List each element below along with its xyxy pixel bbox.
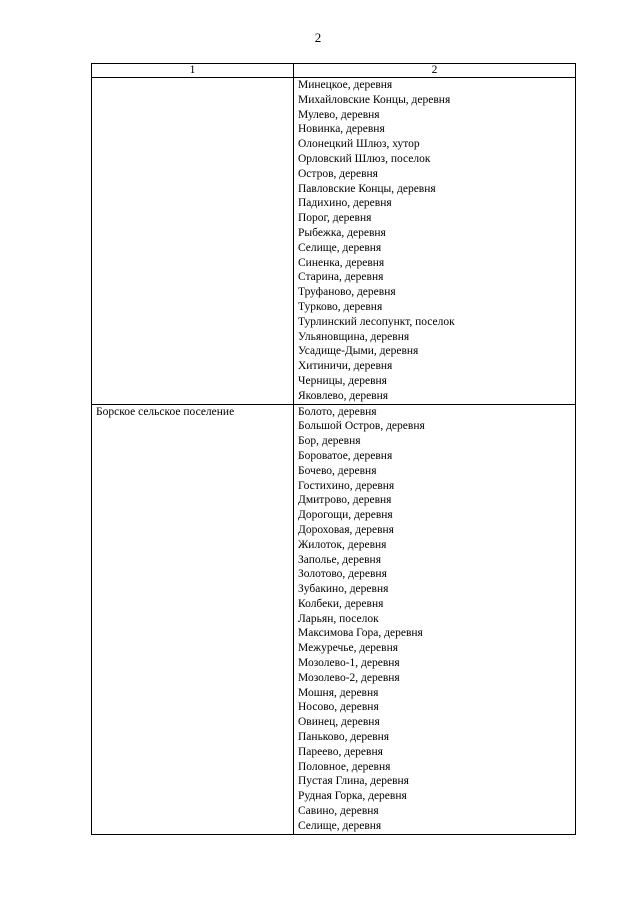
locality-item: Турлинский лесопункт, поселок [298, 315, 455, 328]
locality-item: Жилоток, деревня [298, 538, 387, 551]
locality-item: Рудная Горка, деревня [298, 790, 407, 803]
locality-item: Михайловские Концы, деревня [298, 93, 451, 106]
locality-item: Порог, деревня [298, 212, 372, 225]
table-row [92, 78, 576, 405]
locality-item: Селище, деревня [298, 819, 382, 832]
locality-item: Остров, деревня [298, 167, 378, 180]
locality-item: Мошня, деревня [298, 686, 379, 699]
locality-item: Новинка, деревня [298, 123, 385, 136]
locality-item: Олонецкий Шлюз, хутор [298, 138, 420, 151]
locality-item: Паньково, деревня [298, 731, 390, 744]
table-header-row [92, 64, 576, 78]
locality-item: Усадище-Дыми, деревня [298, 345, 419, 358]
locality-item: Гостихино, деревня [298, 479, 395, 492]
locality-item: Савино, деревня [298, 805, 379, 818]
locality-item: Яковлево, деревня [298, 389, 389, 402]
locality-item: Зубакино, деревня [298, 583, 389, 596]
locality-item: Носово, деревня [298, 701, 379, 714]
locality-item: Максимова Гора, деревня [298, 627, 423, 640]
settlement-cell [92, 404, 294, 834]
locality-item: Мозолево-2, деревня [298, 671, 400, 684]
locality-item: Орловский Шлюз, поселок [298, 152, 431, 165]
locality-item: Золотово, деревня [298, 568, 387, 581]
localities-cell [294, 78, 576, 405]
locality-item: Половное, деревня [298, 760, 391, 773]
localities-list [294, 405, 575, 834]
settlement-cell [92, 78, 294, 405]
locality-item: Большой Остров, деревня [298, 420, 425, 433]
settlement-name: Борское сельское поселение [96, 405, 235, 418]
locality-item: Ларьян, поселок [298, 612, 379, 625]
locality-item: Овинец, деревня [298, 716, 380, 729]
locality-item: Пареево, деревня [298, 745, 383, 758]
column-header-1: 1 [92, 64, 294, 78]
locality-item: Селище, деревня [298, 241, 382, 254]
locality-item: Бор, деревня [298, 435, 361, 448]
locality-item: Падихино, деревня [298, 197, 392, 210]
column-header-2: 2 [294, 64, 576, 78]
localities-cell [294, 404, 576, 834]
locality-item: Турково, деревня [298, 300, 383, 313]
locality-item: Бочево, деревня [298, 464, 377, 477]
locality-item: Старина, деревня [298, 271, 384, 284]
settlements-table [91, 63, 576, 835]
locality-item: Дмитрово, деревня [298, 494, 392, 507]
table-row [92, 404, 576, 834]
locality-item: Труфаново, деревня [298, 286, 396, 299]
locality-item: Синенка, деревня [298, 256, 385, 269]
locality-item: Минецкое, деревня [298, 79, 393, 91]
localities-list [294, 78, 575, 404]
locality-item: Колбеки, деревня [298, 597, 384, 610]
locality-item: Черницы, деревня [298, 374, 387, 387]
locality-item: Мозолево-1, деревня [298, 657, 400, 670]
locality-item: Болото, деревня [298, 405, 377, 418]
locality-item: Пустая Глина, деревня [298, 775, 409, 788]
page-number: 2 [314, 30, 322, 45]
locality-item: Мулево, деревня [298, 108, 380, 121]
locality-item: Ульяновщина, деревня [298, 330, 410, 343]
locality-item: Рыбежка, деревня [298, 226, 386, 239]
locality-item: Заполье, деревня [298, 553, 381, 566]
locality-item: Бороватое, деревня [298, 449, 393, 462]
locality-item: Павловские Концы, деревня [298, 182, 436, 195]
locality-item: Хитиничи, деревня [298, 360, 393, 373]
locality-item: Дорогощи, деревня [298, 509, 393, 522]
locality-item: Межуречье, деревня [298, 642, 399, 655]
locality-item: Дороховая, деревня [298, 523, 394, 536]
